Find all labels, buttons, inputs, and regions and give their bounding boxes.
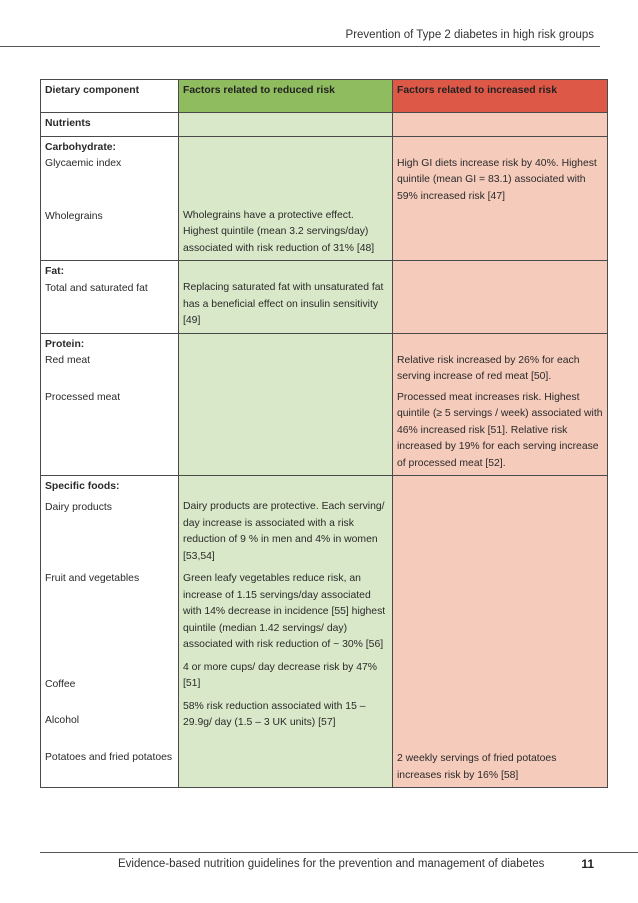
carbohydrate-increased-cell bbox=[393, 136, 608, 261]
specific-foods-reduced-cell bbox=[179, 476, 393, 788]
running-footer: Evidence-based nutrition guidelines for the prevention and management of diabetes bbox=[118, 858, 545, 870]
dairy-label: Dairy products bbox=[45, 501, 112, 513]
specific-foods-increased-cell bbox=[393, 476, 608, 788]
protein-reduced-cell bbox=[179, 333, 393, 476]
specific-foods-component-cell bbox=[41, 476, 179, 788]
processed-meat-increased-text: Processed meat increases risk. Highest quintile (≥ 5 servings / week) associated with 46% increased risk [51]. Relative risk increased by 19% for each serving increase of processed meat [52]. bbox=[397, 391, 603, 469]
carbohydrate-component-cell bbox=[41, 136, 179, 261]
specific-foods-row bbox=[41, 476, 608, 788]
nutrients-row bbox=[41, 113, 608, 137]
coffee-reduced-text: 4 or more cups/ day decrease risk by 47% [51] bbox=[183, 661, 378, 689]
alcohol-label: Alcohol bbox=[45, 715, 80, 726]
glycaemic-increased-text: High GI diets increase risk by 40%. Highest quintile (mean GI = 83.1) associated with 59% increased risk [47] bbox=[397, 157, 597, 202]
potatoes-label: Potatoes and fried potatoes bbox=[45, 751, 173, 763]
carbohydrate-row bbox=[41, 136, 608, 261]
wholegrains-label: Wholegrains bbox=[45, 210, 103, 222]
nutrients-increased-cell bbox=[393, 113, 608, 137]
column-header-component: Dietary component bbox=[41, 80, 179, 113]
wholegrains-reduced-text: Wholegrains have a protective effect. Highest quintile (mean 3.2 servings/day) associated with risk reduction of 31% [48] bbox=[183, 209, 375, 254]
protein-component-cell bbox=[41, 333, 179, 476]
protein-row bbox=[41, 333, 608, 476]
fat-row bbox=[41, 261, 608, 334]
nutrients-label: Nutrients bbox=[41, 113, 179, 137]
glycaemic-index-label: Glycaemic index bbox=[45, 158, 122, 169]
protein-heading: Protein: bbox=[45, 338, 85, 350]
fruit-vegetables-label: Fruit and vegetables bbox=[45, 573, 140, 584]
footer-rule bbox=[40, 852, 638, 853]
potatoes-increased-text: 2 weekly servings of fried potatoes increases risk by 16% [58] bbox=[397, 753, 557, 781]
red-meat-label: Red meat bbox=[45, 355, 91, 366]
red-meat-increased-text: Relative risk increased by 26% for each serving increase of red meat [50]. bbox=[397, 354, 580, 382]
carbohydrate-heading: Carbohydrate: bbox=[45, 141, 117, 153]
alcohol-reduced-text: 58% risk reduction associated with 15 – 29.9g/ day (1.5 – 3 UK units) [57] bbox=[183, 700, 366, 728]
dairy-reduced-text: Dairy products are protective. Each serving/ day increase is associated with a risk reduction of 9 % in men and 4% in women [53,54] bbox=[183, 501, 385, 562]
header-rule bbox=[0, 46, 600, 47]
coffee-label: Coffee bbox=[45, 678, 76, 690]
page-number: 11 bbox=[581, 857, 594, 871]
nutrients-reduced-cell bbox=[179, 113, 393, 137]
specific-foods-heading: Specific foods: bbox=[45, 481, 120, 492]
fat-reduced-text: Replacing saturated fat with unsaturated fat has a beneficial effect on insulin sensitivity [49] bbox=[183, 282, 384, 326]
fat-reduced-cell bbox=[179, 261, 393, 334]
diet-risk-table bbox=[40, 79, 608, 788]
column-header-increased: Factors related to increased risk bbox=[393, 80, 608, 113]
carbohydrate-reduced-cell bbox=[179, 136, 393, 261]
fat-increased-cell bbox=[393, 261, 608, 334]
table-header-row bbox=[41, 80, 608, 113]
fruit-vegetables-reduced-text: Green leafy vegetables reduce risk, an increase of 1.15 servings/day associated with 14% decrease in incidence [55] highest quintile (median 1.42 servings/ day) associated with risk reduction of ~ 30% [56] bbox=[183, 573, 386, 650]
processed-meat-label: Processed meat bbox=[45, 391, 121, 403]
fat-label: Total and saturated fat bbox=[45, 282, 148, 294]
column-header-reduced: Factors related to reduced risk bbox=[179, 80, 393, 113]
fat-heading: Fat: bbox=[45, 266, 65, 277]
fat-component-cell bbox=[41, 261, 179, 334]
protein-increased-cell bbox=[393, 333, 608, 476]
running-header: Prevention of Type 2 diabetes in high risk groups bbox=[345, 29, 594, 41]
